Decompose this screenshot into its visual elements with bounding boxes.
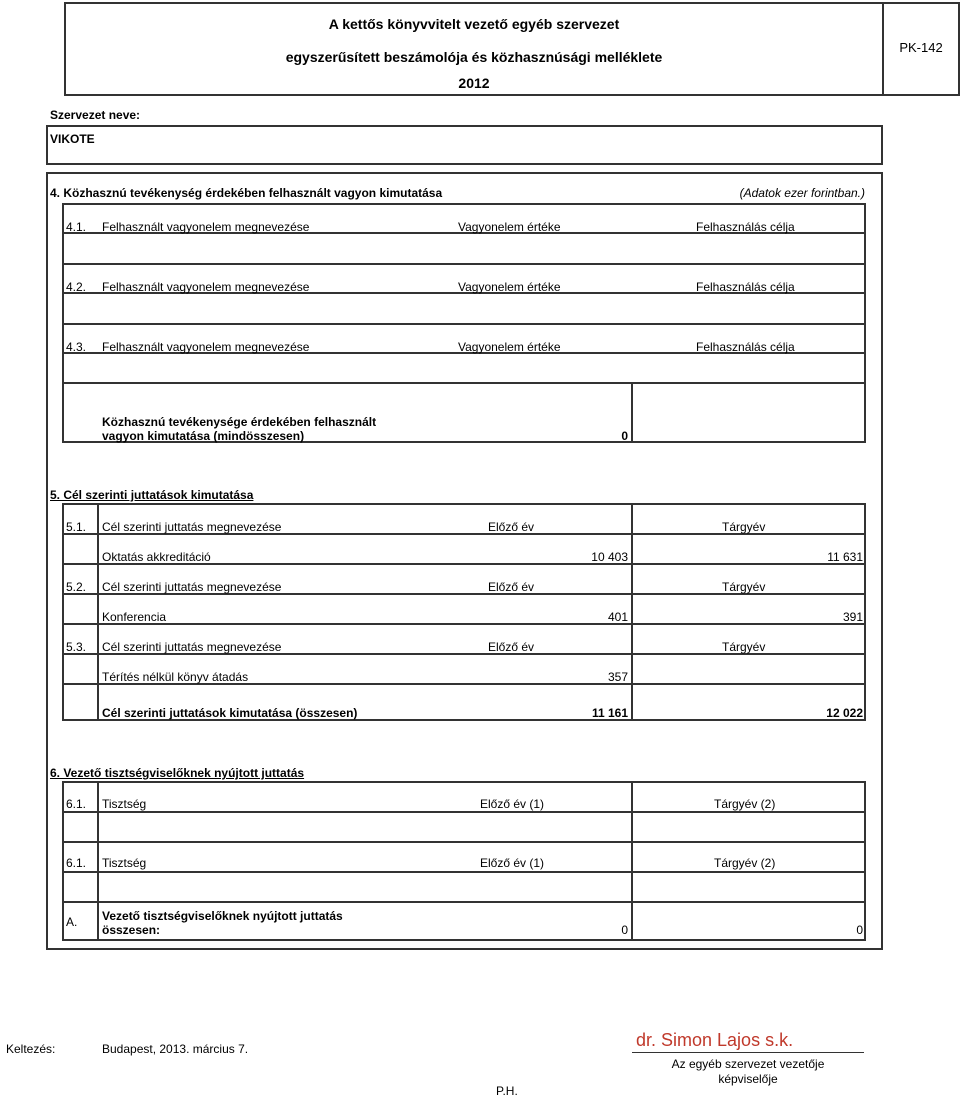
signer-role-line1: Az egyéb szervezet vezetője bbox=[671, 1057, 825, 1071]
row-line bbox=[62, 323, 866, 325]
sub-4-1-col2: Vagyonelem értéke bbox=[458, 220, 561, 234]
section4-total-label-line2: vagyon kimutatása (mindösszesen) bbox=[102, 429, 305, 443]
form-code: PK-142 bbox=[899, 40, 943, 55]
row-line bbox=[62, 871, 866, 873]
section6-total-curr: 0 bbox=[856, 923, 863, 937]
sub-6-1a-col2: Előző év (1) bbox=[480, 797, 545, 811]
sub-6-1a-col3: Tárgyév (2) bbox=[714, 797, 776, 811]
sub-5-2-col1: Cél szerinti juttatás megnevezése bbox=[102, 580, 282, 594]
header-year: 2012 bbox=[458, 75, 490, 91]
sub-5-3-num: 5.3. bbox=[66, 640, 87, 654]
sub-5-3-col1: Cél szerinti juttatás megnevezése bbox=[102, 640, 282, 654]
sub-5-2-prev: 401 bbox=[607, 610, 628, 624]
sub-4-3-col3: Felhasználás célja bbox=[696, 340, 795, 354]
sub-4-2-col3: Felhasználás célja bbox=[696, 280, 795, 294]
sub-6-1b-col3: Tárgyév (2) bbox=[714, 856, 776, 870]
sub-4-3-num: 4.3. bbox=[66, 340, 87, 354]
sub-4-1-col1: Felhasznált vagyonelem megnevezése bbox=[102, 220, 310, 234]
header-left-box bbox=[0, 0, 66, 98]
sub-4-3-col2: Vagyonelem értéke bbox=[458, 340, 561, 354]
sub-5-3-col2: Előző év bbox=[488, 640, 535, 654]
section4-unit-note: (Adatok ezer forintban.) bbox=[739, 186, 865, 200]
col-line bbox=[97, 503, 99, 721]
sub-5-1-curr: 11 631 bbox=[827, 550, 863, 564]
section6-total-num: A. bbox=[66, 915, 78, 929]
org-name-label: Szervezet neve: bbox=[50, 108, 141, 122]
sub-5-2-col3: Tárgyév bbox=[722, 580, 766, 594]
sub-6-1a-num: 6.1. bbox=[66, 797, 87, 811]
section6-title: 6. Vezető tisztségviselőknek nyújtott juttatás bbox=[50, 766, 305, 780]
sub-4-2-num: 4.2. bbox=[66, 280, 87, 294]
row-line bbox=[62, 901, 866, 903]
header-title-line2: egyszerűsített beszámolója és közhasznúsági melléklete bbox=[285, 49, 663, 65]
section5-total-curr: 12 022 bbox=[826, 706, 863, 720]
row-line bbox=[62, 382, 866, 384]
sub-5-2-item: Konferencia bbox=[102, 610, 167, 624]
stamp-placeholder: P.H. bbox=[496, 1084, 518, 1098]
sub-5-3-prev: 357 bbox=[607, 670, 628, 684]
org-name-value: VIKOTE bbox=[50, 132, 95, 146]
section6-total-label-line2: összesen: bbox=[102, 923, 161, 937]
section6-total-label-line1: Vezető tisztségviselőknek nyújtott juttatás bbox=[102, 909, 343, 923]
section5-title: 5. Cél szerinti juttatások kimutatása bbox=[50, 488, 254, 502]
sub-6-1b-col1: Tisztség bbox=[102, 856, 147, 870]
section4-total-value: 0 bbox=[621, 429, 628, 443]
section5-total-prev: 11 161 bbox=[591, 706, 628, 720]
sub-5-1-item: Oktatás akkreditáció bbox=[102, 550, 211, 564]
col-line bbox=[631, 382, 633, 443]
sub-5-2-col2: Előző év bbox=[488, 580, 535, 594]
sub-6-1b-num: 6.1. bbox=[66, 856, 87, 870]
section4-title: 4. Közhasznú tevékenység érdekében felhasznált vagyon kimutatása bbox=[50, 186, 443, 200]
signer-role-line2: képviselője bbox=[718, 1072, 778, 1086]
date-value: Budapest, 2013. március 7. bbox=[102, 1042, 249, 1056]
sub-5-2-curr: 391 bbox=[842, 610, 863, 624]
sub-4-2-col2: Vagyonelem értéke bbox=[458, 280, 561, 294]
header-title-line1: A kettős könyvvitelt vezető egyéb szervezet bbox=[328, 16, 620, 32]
row-line bbox=[62, 841, 866, 843]
sub-4-1-num: 4.1. bbox=[66, 220, 87, 234]
section4-total-label-line1: Közhasznú tevékenysége érdekében felhasznált bbox=[102, 415, 377, 429]
col-line bbox=[97, 781, 99, 941]
sub-6-1a-col1: Tisztség bbox=[102, 797, 147, 811]
signature: dr. Simon Lajos s.k. bbox=[636, 1030, 794, 1050]
sub-5-2-num: 5.2. bbox=[66, 580, 87, 594]
row-line bbox=[62, 263, 866, 265]
col-line bbox=[631, 503, 633, 721]
section5-total-label: Cél szerinti juttatások kimutatása (összesen) bbox=[102, 706, 358, 720]
sub-4-3-col1: Felhasznált vagyonelem megnevezése bbox=[102, 340, 310, 354]
sub-5-1-num: 5.1. bbox=[66, 520, 87, 534]
section6-total-prev: 0 bbox=[621, 923, 628, 937]
sub-5-1-prev: 10 403 bbox=[591, 550, 628, 564]
date-label: Keltezés: bbox=[6, 1042, 56, 1056]
sub-5-3-col3: Tárgyév bbox=[722, 640, 766, 654]
sub-5-1-col3: Tárgyév bbox=[722, 520, 766, 534]
sub-4-2-col1: Felhasznált vagyonelem megnevezése bbox=[102, 280, 310, 294]
sub-5-1-col2: Előző év bbox=[488, 520, 535, 534]
sub-6-1b-col2: Előző év (1) bbox=[480, 856, 545, 870]
col-line bbox=[631, 781, 633, 941]
row-line bbox=[62, 811, 866, 813]
sub-5-1-col1: Cél szerinti juttatás megnevezése bbox=[102, 520, 282, 534]
org-name-box bbox=[46, 125, 883, 165]
signature-line bbox=[632, 1052, 864, 1053]
sub-5-3-item: Térítés nélkül könyv átadás bbox=[102, 670, 249, 684]
sub-4-1-col3: Felhasználás célja bbox=[696, 220, 795, 234]
